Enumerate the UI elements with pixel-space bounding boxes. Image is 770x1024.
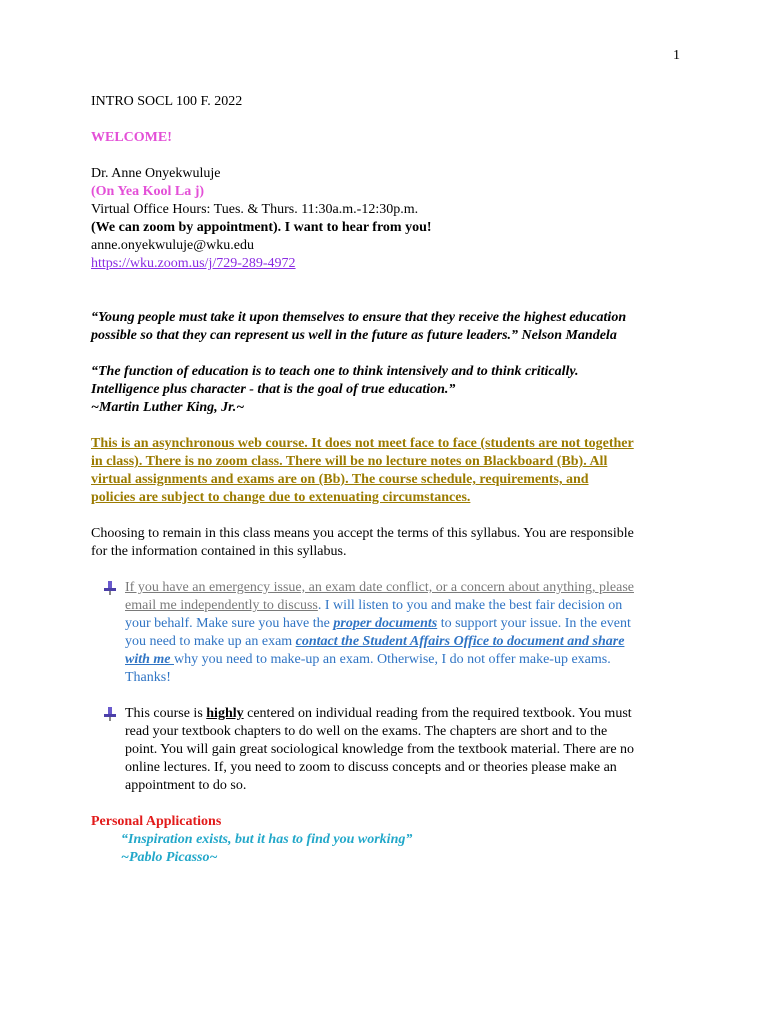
mlk-quote-author: ~Martin Luther King, Jr.~ xyxy=(91,400,245,415)
instructor-name: Dr. Anne Onyekwuluje xyxy=(91,166,221,181)
office-hours: Virtual Office Hours: Tues. & Thurs. 11:30a.m.-12:30p.m. xyxy=(91,202,419,217)
with-me-link[interactable]: with me xyxy=(125,652,175,667)
terms-line: Choosing to remain in this class means you accept the terms of this syllabus. You are responsible xyxy=(91,526,634,541)
makeup-text: you need to make up an exam xyxy=(125,634,296,649)
emergency-text: If you have an emergency issue, an exam date conflict, or a concern about anything, please xyxy=(125,580,634,595)
reading-text: appointment to do so. xyxy=(125,778,247,793)
pin-bullet-icon xyxy=(103,707,117,721)
student-affairs-link[interactable]: contact the Student Affairs Office to document and share xyxy=(295,634,625,649)
course-title: INTRO SOCL 100 F. 2022 xyxy=(91,94,243,109)
notice-line: virtual assignments and exams are on (Bb). The course schedule, requirements, and xyxy=(91,472,589,487)
reading-text: This course is xyxy=(125,706,207,721)
reading-text: centered on individual reading from the required textbook. You must xyxy=(243,706,632,721)
reading-text: read your textbook chapters to do well on the exams. The chapters are short and to the xyxy=(125,724,608,739)
instructor-email: anne.onyekwuluje@wku.edu xyxy=(91,238,254,253)
support-text: to support your issue. In the event xyxy=(437,616,631,631)
highly-emphasis: highly xyxy=(206,706,244,721)
mlk-quote-line2: Intelligence plus character - that is the goal of true education.” xyxy=(91,382,456,397)
terms-line: for the information contained in this syllabus. xyxy=(91,544,347,559)
notice-line: This is an asynchronous web course. It does not meet face to face (students are not together xyxy=(91,436,634,451)
name-pronunciation: (On Yea Kool La j) xyxy=(91,184,205,199)
bullet-emergency xyxy=(91,579,691,687)
proper-documents-link[interactable]: proper documents xyxy=(333,616,438,631)
bullet-reading xyxy=(91,705,691,795)
mlk-quote-line1: “The function of education is to teach one to think intensively and to think critically. xyxy=(91,364,579,379)
mandela-quote-line2: possible so that they can represent us well in the future as future leaders.” Nelson Mandela xyxy=(91,328,617,343)
picasso-quote: “Inspiration exists, but it has to find you working” xyxy=(121,832,413,847)
personal-applications-heading: Personal Applications xyxy=(91,814,222,829)
welcome-heading: WELCOME! xyxy=(91,130,172,145)
documents-text: your behalf. Make sure you have the xyxy=(125,616,334,631)
pin-bullet-icon xyxy=(103,581,117,595)
mandela-quote-line1: “Young people must take it upon themselves to ensure that they receive the highest education xyxy=(91,310,627,325)
notice-line: in class). There is no zoom class. There will be no lecture notes on Blackboard (Bb). All xyxy=(91,454,608,469)
reading-text: point. You will gain great sociological knowledge from the textbook material. There are no xyxy=(125,742,635,757)
reading-text: online lectures. If, you need to zoom to discuss concepts and or theories please make an xyxy=(125,760,617,775)
document-body xyxy=(91,93,691,867)
picasso-author: ~Pablo Picasso~ xyxy=(121,850,218,865)
zoom-note: (We can zoom by appointment). I want to hear from you! xyxy=(91,220,432,235)
page-number: 1 xyxy=(673,48,680,63)
emergency-link[interactable]: email me independently to discuss xyxy=(125,598,318,613)
zoom-link[interactable]: https://wku.zoom.us/j/729-289-4972 xyxy=(91,256,296,271)
makeup-policy-text: why you need to make-up an exam. Otherwise, I do not offer make-up exams. xyxy=(174,652,611,667)
fair-decision-text: . I will listen to you and make the best fair decision on xyxy=(317,598,623,613)
notice-line: policies are subject to change due to extenuating circumstances. xyxy=(91,490,471,505)
thanks-text: Thanks! xyxy=(125,670,171,685)
